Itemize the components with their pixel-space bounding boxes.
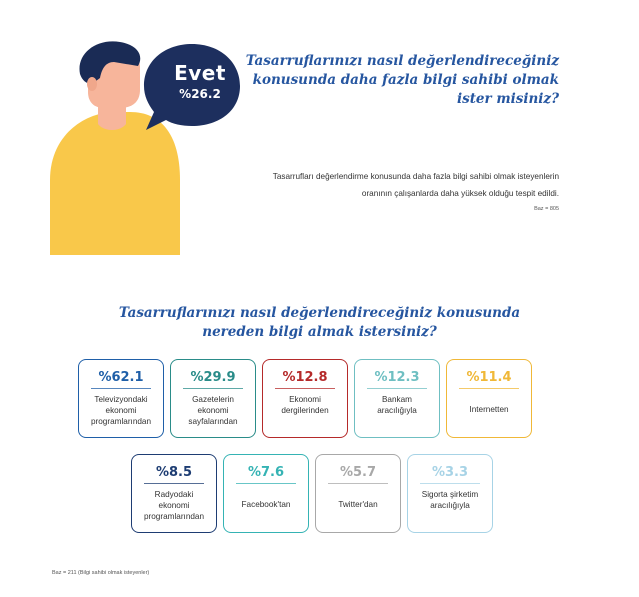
source-card xyxy=(78,359,164,438)
source-card xyxy=(223,454,309,533)
bubble-percentage: %26.2 xyxy=(179,87,221,101)
source-card-value: %5.7 xyxy=(339,465,377,480)
source-card-value: %3.3 xyxy=(431,465,469,480)
source-card-divider xyxy=(367,388,427,389)
base-note-bottom: Baz = 211 (Bilgi sahibi olmak isteyenler) xyxy=(52,570,150,576)
source-card-divider xyxy=(91,388,151,389)
source-card-label: Bankam aracılığıyla xyxy=(377,395,417,415)
source-card-value: %12.8 xyxy=(282,370,328,385)
source-card-value: %62.1 xyxy=(98,370,144,385)
source-card-label: Sigorta şirketim aracılığıyla xyxy=(421,490,479,510)
source-card-divider xyxy=(183,388,243,389)
source-card-label: Twitter'dan xyxy=(338,500,378,509)
source-card xyxy=(131,454,217,533)
source-card-value: %7.6 xyxy=(247,465,285,480)
source-card xyxy=(354,359,440,438)
source-card-divider xyxy=(236,483,296,484)
source-card xyxy=(262,359,348,438)
source-card-value: %12.3 xyxy=(374,370,420,385)
main-question: Tasarruflarınızı nasıl değerlendireceğiniz konusunda daha fazla bilgi sahibi olmak ister misiniz? xyxy=(245,53,559,107)
source-card xyxy=(315,454,401,533)
source-card-divider xyxy=(420,483,480,484)
source-card-label: Radyodaki ekonomi programlarından xyxy=(143,490,205,521)
source-card-value: %29.9 xyxy=(190,370,236,385)
base-note-top: Baz = 805 xyxy=(534,206,559,212)
source-card-label: Facebook'tan xyxy=(241,500,291,509)
source-card-value: %11.4 xyxy=(466,370,512,385)
source-card xyxy=(446,359,532,438)
source-card xyxy=(407,454,493,533)
source-card-divider xyxy=(328,483,388,484)
source-card-label: Gazetelerin ekonomi sayfalarından xyxy=(188,395,238,426)
source-card-divider xyxy=(275,388,335,389)
description-text: Tasarrufları değerlendirme konusunda daha fazla bilgi sahibi olmak isteyenlerin oranının çalışanlarda daha yüksek olduğu tespit edildi. xyxy=(272,172,559,198)
source-card-label: Internetten xyxy=(469,405,509,414)
bubble-answer: Evet xyxy=(174,61,226,85)
chart-question: Tasarruflarınızı nasıl değerlendireceğiniz konusunda nereden bilgi almak istersiniz? xyxy=(118,305,521,340)
source-card-divider xyxy=(459,388,519,389)
source-card-label: Ekonomi dergilerinden xyxy=(281,395,329,415)
source-card-value: %8.5 xyxy=(155,465,193,480)
source-card xyxy=(170,359,256,438)
source-card-label: Televizyondaki ekonomi programlarından xyxy=(90,395,152,426)
source-card-divider xyxy=(144,483,204,484)
